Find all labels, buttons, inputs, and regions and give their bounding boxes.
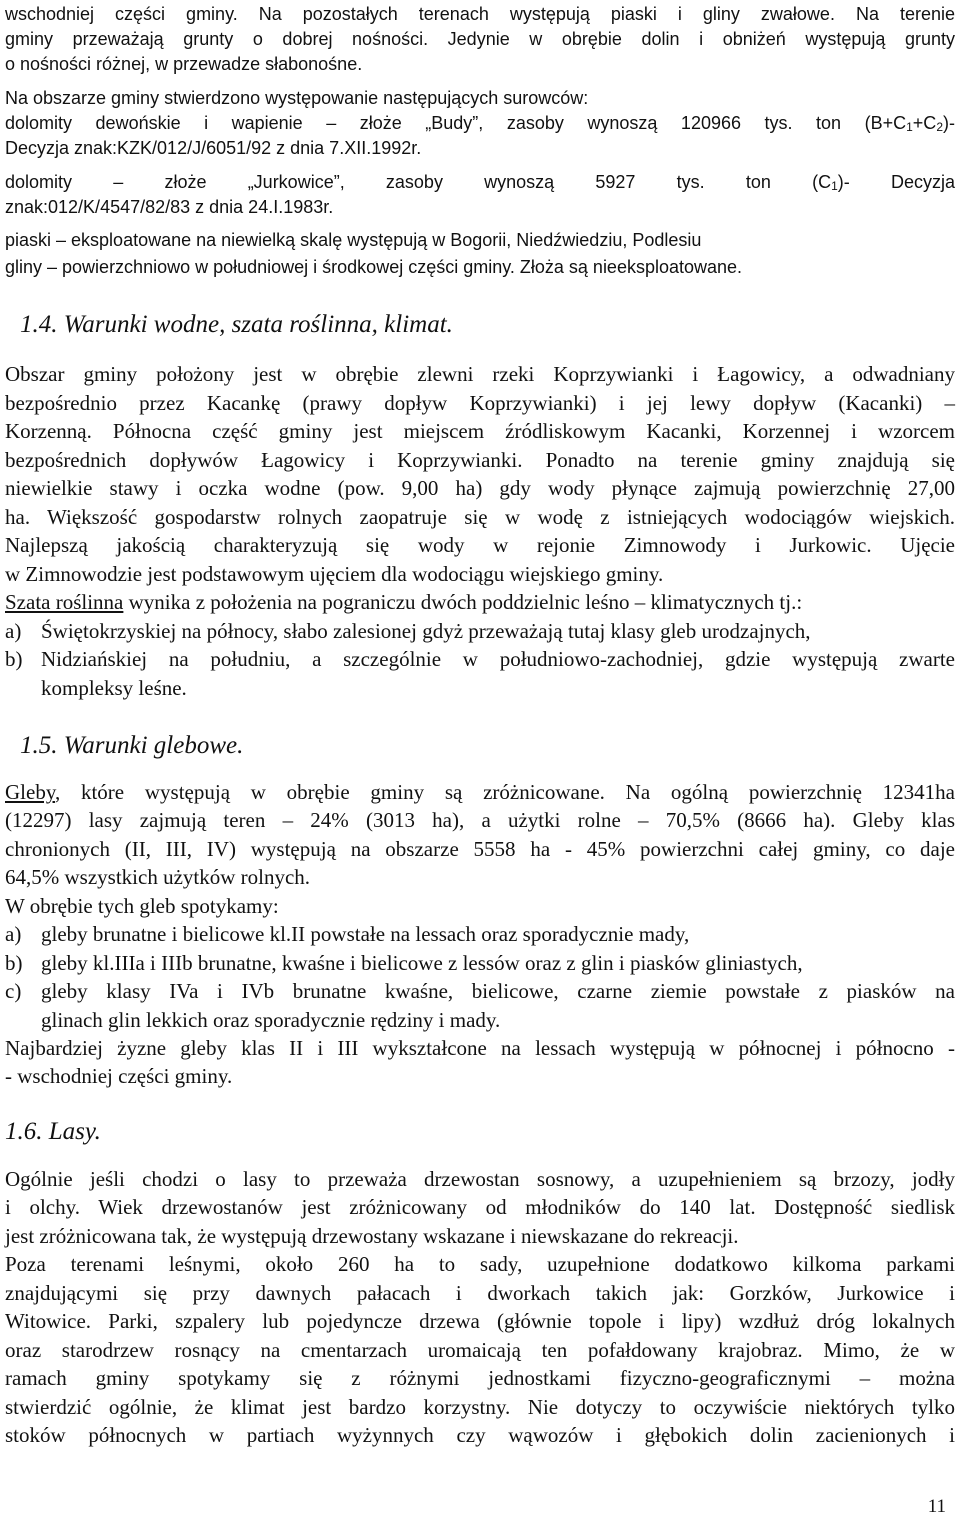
text-line: (12297) lasy zajmują teren – 24% (3013 ha), a użytki rolne – 70,5% (8666 ha). Gleby klas: [5, 808, 955, 832]
list-item: c) gleby klasy IVa i IVb brunatne kwaśne, bielicowe, czarne ziemie powstałe z piasków na glinach glin lekkich oraz sporadycznie rędziny i mady.: [5, 977, 955, 1034]
text-line: Poza terenami leśnymi, około 260 ha to sady, uzupełnione dodatkowo kilkoma parkami: [5, 1252, 955, 1276]
text-line: 64,5% wszystkich użytków rolnych.: [5, 865, 311, 889]
list-label: a): [5, 922, 22, 946]
text-line: w Zimnowodzie jest podstawowym ujęciem dla wodociągu wiejskiego gminy.: [5, 562, 664, 586]
text-line: Ogólnie jeśli chodzi o lasy to przeważa drzewostan sosnowy, a uzupełnieniem są brzozy, jodły: [5, 1167, 955, 1191]
text-line: gminy przeważają grunty o dobrej nośności. Jedynie w obrębie dolin i obniżeń występują grunty: [5, 29, 955, 49]
text-line: stoków północnych w partiach wyżynnych czy wąwozów i głębokich dolin zacienionych i: [5, 1423, 955, 1447]
page-number: 11: [927, 1496, 946, 1517]
text-line: znajdującymi się przy dawnych pałacach i dworkach takich jak: Gorzków, Jurkowice i: [5, 1281, 955, 1305]
text-line: ramach gminy spotykamy się z różnymi jednostkami fizyczno-geograficznymi – można: [5, 1366, 955, 1390]
text-line: ha. Większość gospodarstw rolnych zaopatruje się w wodę z istniejących wodociągów wiejskich.: [5, 505, 955, 529]
list-label: c): [5, 979, 22, 1003]
section-heading: 1.4. Warunki wodne, szata roślinna, klimat.: [20, 311, 453, 338]
text-line: piaski – eksploatowane na niewielką skalę występują w Bogorii, Niedźwiedziu, Podlesiu: [5, 230, 702, 250]
text-line: Korzenną. Północna część gminy jest miejscem źródliskowym Kacanki, Korzennej i wzorcem: [5, 419, 955, 443]
list-item: a) gleby brunatne i bielicowe kl.II powstałe na lessach oraz sporadycznie mady,: [5, 920, 955, 949]
text-line: gliny – powierzchniowo w południowej i środkowej części gminy. Złoża są nieeksploatowane.: [5, 257, 743, 277]
text-line: o nośności różnej, w przewadze słabonośne.: [5, 54, 363, 74]
text-line: znak:012/K/4547/82/83 z dnia 24.I.1983r.: [5, 197, 334, 217]
text-line: wschodniej części gminy. Na pozostałych terenach występują piaski i gliny zwałowe. Na terenie: [5, 4, 955, 24]
list-item: b) Nidziańskiej na południu, a szczególnie w południowo-zachodniej, gdzie występują zwarte kompleksy leśne.: [5, 645, 955, 702]
text-line: Witowice. Parki, szpalery lub pojedyncze drzewa (głównie topole i lipy) wzdłuż dróg lokalnych: [5, 1309, 955, 1333]
text-line: chronionych (II, III, IV) występują na obszarze 5558 ha - 45% powierzchni całej gminy, co daje: [5, 837, 955, 861]
text-line: dolomity – złoże „Jurkowice”, zasoby wynoszą 5927 tys. ton $(C_1)-$ Decyzja: [5, 172, 955, 193]
text-line: Gleby, które występują w obrębie gminy są zróżnicowane. Na ogólną powierzchnię 12341ha: [5, 780, 955, 804]
text-line: bezpośrednio przez Kacankę (prawy dopływ Koprzywianki) i jej lewy dopływ (Kacanki) –: [5, 391, 955, 415]
text-line: niewielkie stawy i oczka wodne (pow. 9,00 ha) gdy wody płynące zajmują powierzchnię 27,00: [5, 476, 955, 500]
text-line: W obrębie tych gleb spotykamy:: [5, 894, 279, 918]
text-line: Obszar gminy położony jest w obrębie zlewni rzeki Koprzywianki i Łagowicy, a odwadniany: [5, 362, 955, 386]
text-line: oraz starodrzew rosnący na cmentarzach uromaicają ten pofałdowany krajobraz. Mimo, że w: [5, 1338, 955, 1362]
underlined-term: Gleby: [5, 780, 55, 804]
text-line: Na obszarze gminy stwierdzono występowanie następujących surowców:: [5, 88, 589, 108]
section-heading: 1.6. Lasy.: [5, 1118, 101, 1145]
underlined-term: Szata roślinna: [5, 590, 124, 614]
text-line: jest zróżnicowana tak, że występują drzewostany wskazane i niewskazane do rekreacji.: [5, 1224, 739, 1248]
text-line: - wschodniej części gminy.: [5, 1064, 233, 1088]
text-line: Najbardziej żyzne gleby klas II i III wykształcone na lessach występują w północnej i północno -: [5, 1036, 955, 1060]
text-line: dolomity dewońskie i wapienie – złoże „Budy”, zasoby wynoszą 120966 tys. ton $(B+C_1+C_2)-$: [5, 113, 955, 134]
text-line: Szata roślinna wynika z położenia na pograniczu dwóch poddzielnic leśno – klimatycznych tj.:: [5, 590, 803, 614]
list-item: b) gleby kl.IIIa i IIIb brunatne, kwaśne i bielicowe z lessów oraz z glin i piasków gliniastych,: [5, 949, 955, 978]
list-label: b): [5, 951, 23, 975]
text-line: i olchy. Wiek drzewostanów jest zróżnicowany od młodników do 140 lat. Dostępność siedlisk: [5, 1195, 955, 1219]
text-line: Decyzja znak:KZK/012/J/6051/92 z dnia 7.XII.1992r.: [5, 138, 422, 158]
list-label: a): [5, 619, 22, 643]
text-line: bezpośrednich dopływów Łagowicy i Koprzywianki. Ponadto na terenie gminy znajdują się: [5, 448, 955, 472]
list-label: b): [5, 647, 23, 671]
section-heading: 1.5. Warunki glebowe.: [20, 732, 244, 759]
list-item: a) Świętokrzyskiej na północy, słabo zalesionej gdyż przeważają tutaj klasy gleb urodzajnych,: [5, 617, 955, 646]
text-line: Najlepszą jakością charakteryzują się wody w rejonie Zimnowody i Jurkowic. Ujęcie: [5, 533, 955, 557]
text-line: stwierdzić ogólnie, że klimat jest bardzo korzystny. Nie dotyczy to oczywiście niektórych tylko: [5, 1395, 955, 1419]
